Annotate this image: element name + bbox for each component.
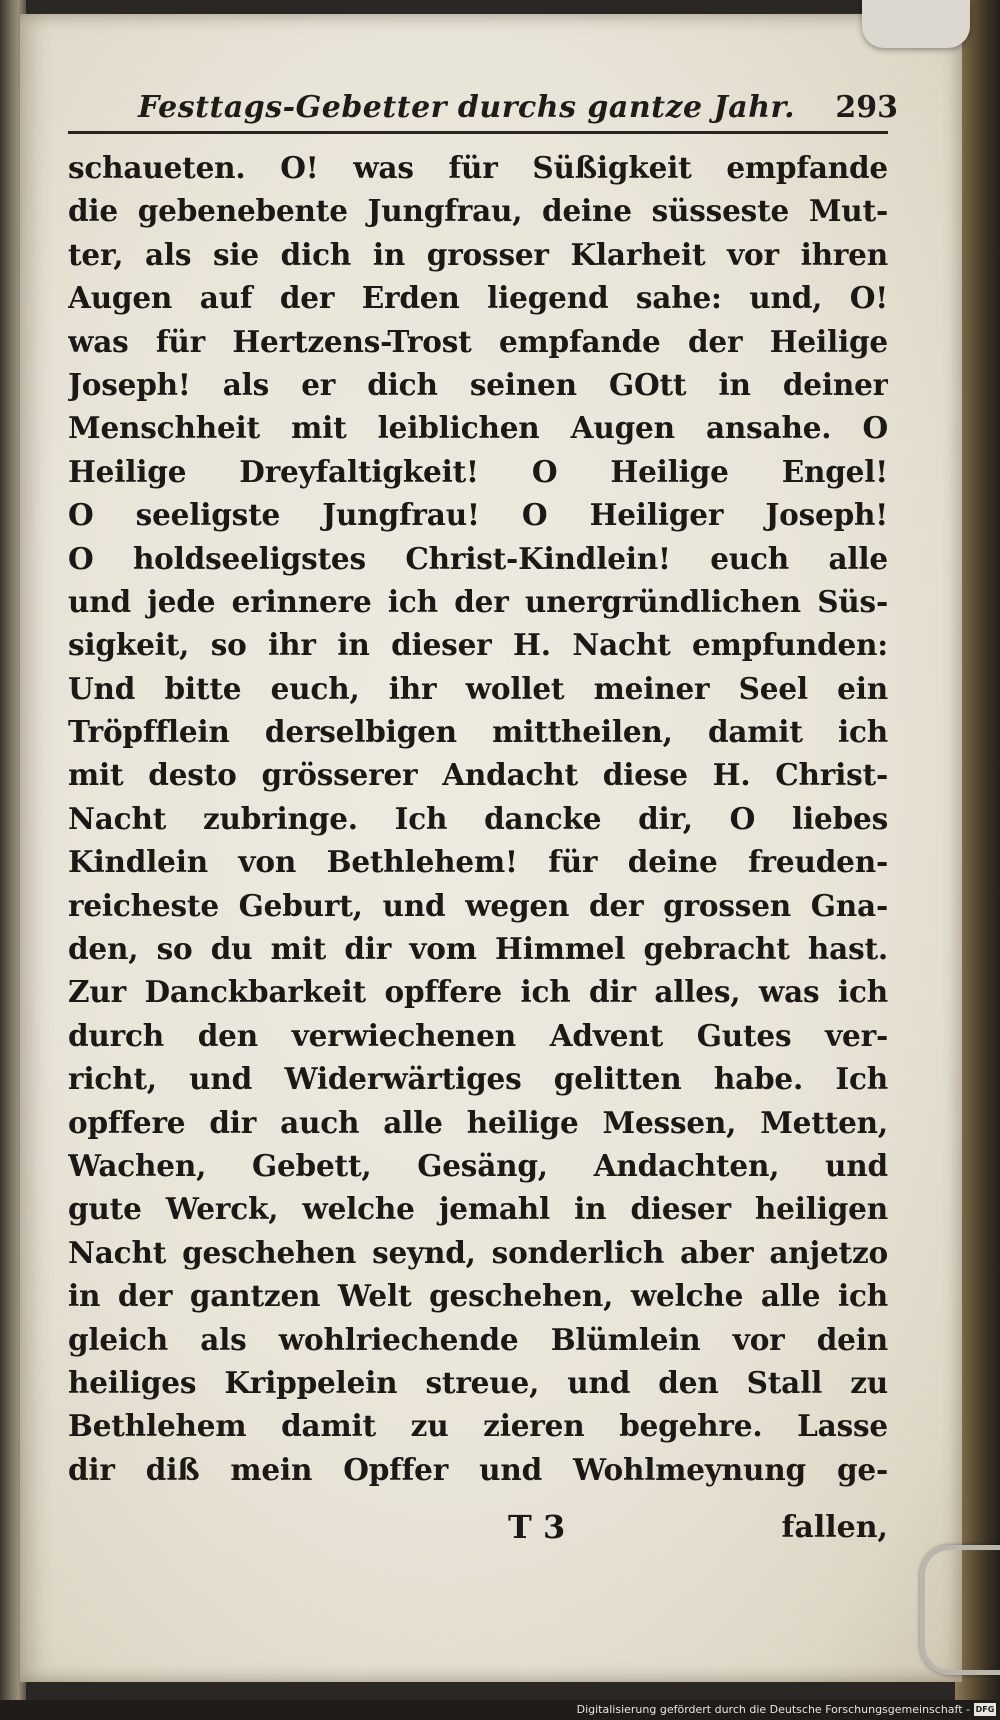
text-line: gute Werck, welche jemahl in dieser heiligen [68,1191,888,1227]
text-line: und jede erinnere ich der unergründlichen Süs- [68,583,888,619]
text-line: die gebenebente Jungfrau, deine süsseste Mut- [68,193,888,229]
text-line: Nacht zubringe. Ich dancke dir, O liebes [68,800,888,836]
body-text [68,146,888,1491]
catchword: fallen, [781,1510,888,1545]
text-line: Heilige Dreyfaltigkeit! O Heilige Engel! [68,453,888,489]
page-number: 293 [835,90,898,125]
text-line: Kindlein von Bethlehem! für deine freuden- [68,844,888,880]
text-line: durch den verwiechenen Advent Gutes ver- [68,1017,888,1053]
text-line: richt, und Widerwärtiges gelitten habe. Ich [68,1061,888,1097]
text-line: schaueten. O! was für Süßigkeit empfande [68,150,888,185]
signature-mark: T 3 [508,1508,566,1546]
text-line: reicheste Geburt, und wegen der grossen Gna- [68,887,888,923]
text-line: Augen auf der Erden liegend sahe: und, O! [68,280,888,316]
text-line: den, so du mit dir vom Himmel gebracht hast. [68,931,888,967]
page-header [138,84,898,134]
text-line: Tröpfflein derselbigen mittheilen, damit ich [68,714,888,750]
text-line: mit desto grösserer Andacht diese H. Christ- [68,757,888,793]
text-line: O holdseeligstes Christ-Kindlein! euch alle [68,540,888,576]
text-line: Bethlehem damit zu zieren begehre. Lasse [68,1408,888,1444]
text-line: dir diß mein Opffer und Wohlmeynung ge- [68,1451,888,1487]
running-title: Festtags-Gebetter durchs gantze Jahr. [138,90,796,125]
text-line: opffere dir auch alle heilige Messen, Metten, [68,1104,888,1140]
page-tab-marker [862,0,970,48]
text-line: Menschheit mit leiblichen Augen ansahe. O [68,410,888,446]
text-line: ter, als sie dich in grosser Klarheit vor ihren [68,236,888,272]
text-line: Zur Danckbarkeit opffere ich dir alles, was ich [68,974,888,1010]
text-line: Nacht geschehen seynd, sonderlich aber anjetzo [68,1234,888,1270]
book-page [20,14,962,1682]
text-line: heiliges Krippelein streue, und den Stall zu [68,1364,888,1400]
text-line: Wachen, Gebett, Gesäng, Andachten, und [68,1147,888,1183]
page-clip-marker [920,1545,1000,1675]
dfg-logo: DFG [975,1705,995,1714]
text-line: sigkeit, so ihr in dieser H. Nacht empfunden: [68,627,888,663]
page-footer [68,1508,888,1554]
text-line: Joseph! als er dich seinen GOtt in deiner [68,366,888,402]
header-rule [68,131,888,134]
text-line: gleich als wohlriechende Blümlein vor dein [68,1321,888,1357]
text-line: was für Hertzens-Trost empfande der Heilige [68,323,888,359]
funding-credit: Digitalisierung gefördert durch die Deutsche Forschungsgemeinschaft - [576,1703,970,1716]
text-line: O seeligste Jungfrau! O Heiliger Joseph! [68,497,888,533]
text-line: in der gantzen Welt geschehen, welche alle ich [68,1278,888,1314]
text-line: Und bitte euch, ihr wollet meiner Seel ein [68,670,888,706]
